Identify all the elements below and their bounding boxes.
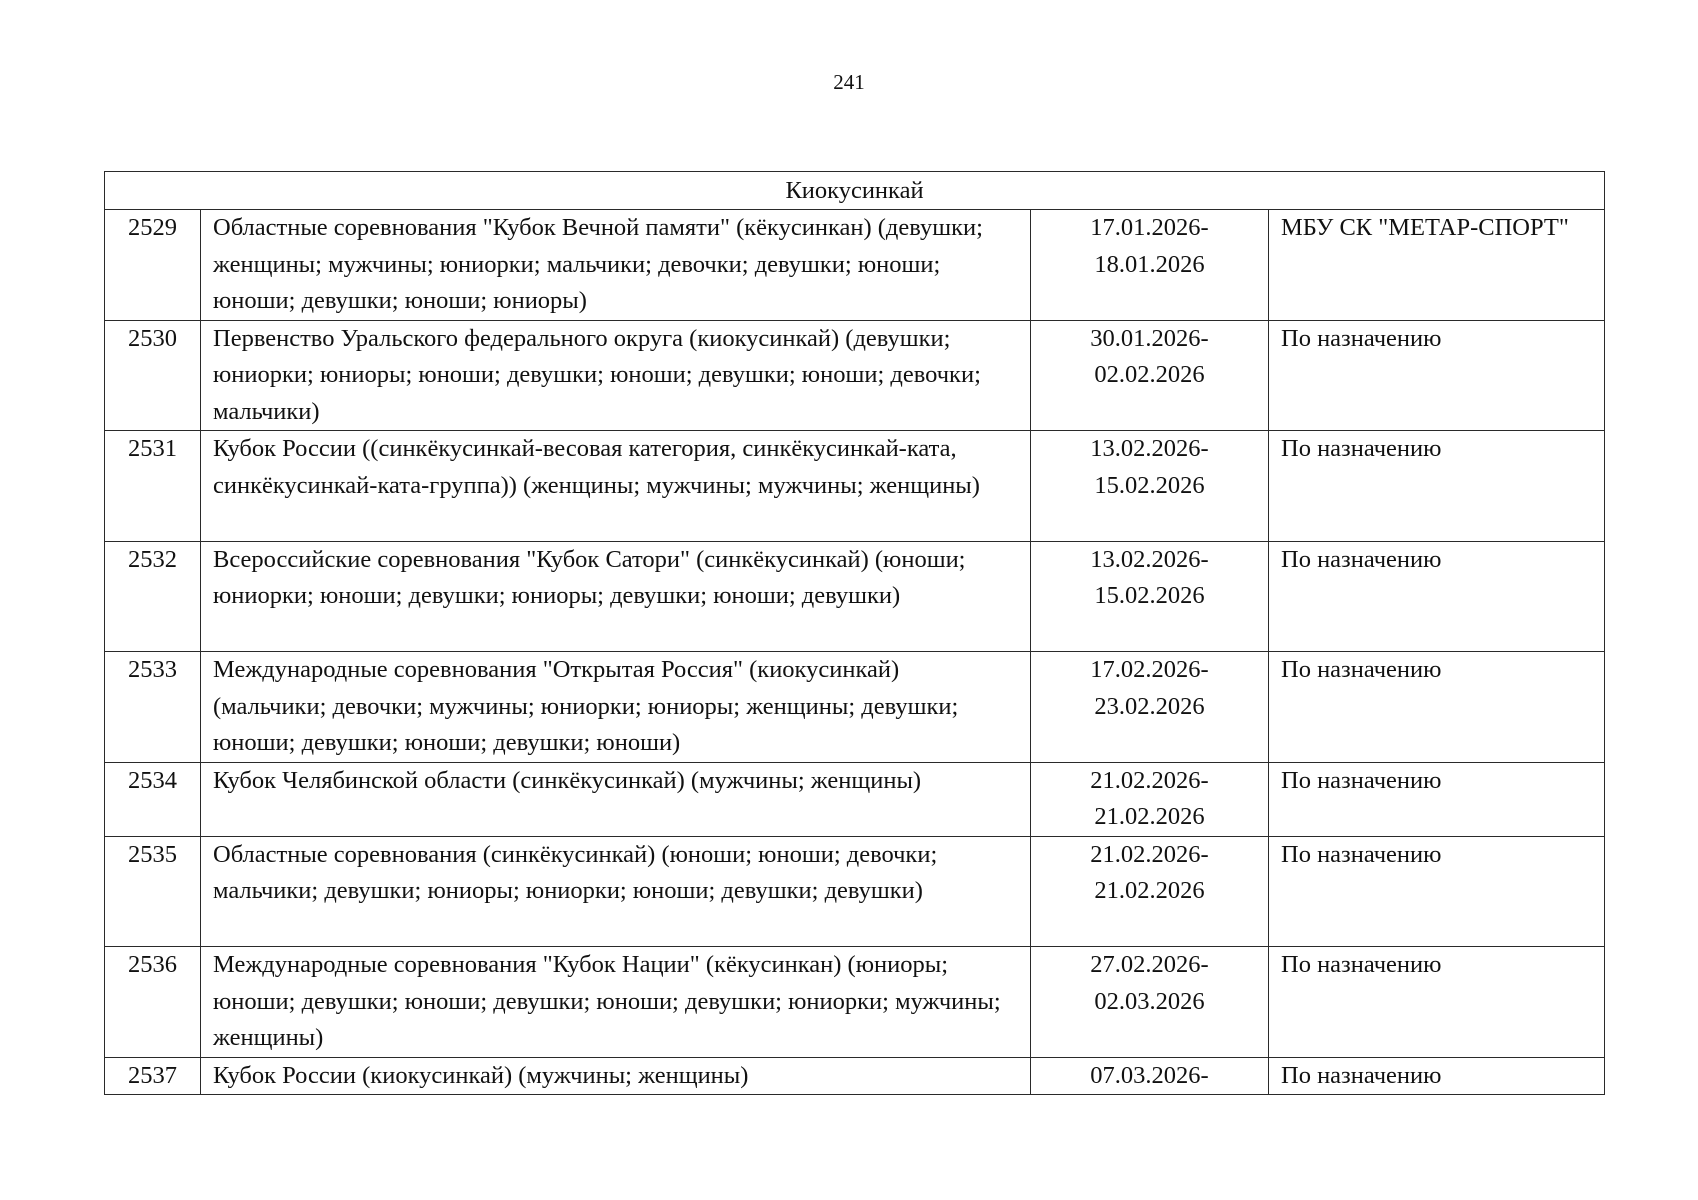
- event-place: По назначению: [1269, 836, 1605, 947]
- event-name: Кубок России ((синкёкусинкай-весовая категория, синкёкусинкай-ката, синкёкусинкай-ката-группа)) (женщины; мужчины; мужчины; женщины): [201, 431, 1031, 542]
- event-dates: 07.03.2026-: [1031, 1057, 1269, 1095]
- event-dates: 17.01.2026-18.01.2026: [1031, 210, 1269, 321]
- table-row: [105, 652, 1605, 763]
- event-place: По назначению: [1269, 947, 1605, 1058]
- table-row: [105, 431, 1605, 542]
- event-number: 2534: [105, 762, 201, 836]
- table-row: [105, 836, 1605, 947]
- table-row: [105, 1057, 1605, 1095]
- event-dates: 13.02.2026-15.02.2026: [1031, 541, 1269, 652]
- event-dates: 17.02.2026-23.02.2026: [1031, 652, 1269, 763]
- event-name: Областные соревнования "Кубок Вечной памяти" (кёкусинкан) (девушки; женщины; мужчины; юниорки; мальчики; девочки; девушки; юноши; юноши; девушки; юноши; юниоры): [201, 210, 1031, 321]
- event-name: Кубок России (киокусинкай) (мужчины; женщины): [201, 1057, 1031, 1095]
- event-place: По назначению: [1269, 1057, 1605, 1095]
- event-number: 2529: [105, 210, 201, 321]
- event-place: МБУ СК "МЕТАР-СПОРТ": [1269, 210, 1605, 321]
- event-name: Всероссийские соревнования "Кубок Сатори" (синкёкусинкай) (юноши; юниорки; юноши; девушки; юниоры; девушки; юноши; девушки): [201, 541, 1031, 652]
- event-name: Кубок Челябинской области (синкёкусинкай) (мужчины; женщины): [201, 762, 1031, 836]
- event-name: Областные соревнования (синкёкусинкай) (юноши; юноши; девочки; мальчики; девушки; юниоры; юниорки; юноши; девушки; девушки): [201, 836, 1031, 947]
- section-title: Киокусинкай: [105, 172, 1605, 210]
- page-number: 241: [833, 70, 865, 94]
- table-row: [105, 947, 1605, 1058]
- event-number: 2535: [105, 836, 201, 947]
- section-header-row: [105, 172, 1605, 210]
- event-name: Международные соревнования "Кубок Нации" (кёкусинкан) (юниоры; юноши; девушки; юноши; девушки; юноши; девушки; юниорки; мужчины; женщины): [201, 947, 1031, 1058]
- event-place: По назначению: [1269, 652, 1605, 763]
- event-name: Международные соревнования "Открытая Россия" (киокусинкай) (мальчики; девочки; мужчины; юниорки; юниоры; женщины; девушки; юноши; девушки; юноши; девушки; юноши): [201, 652, 1031, 763]
- event-number: 2532: [105, 541, 201, 652]
- event-dates: 30.01.2026-02.02.2026: [1031, 320, 1269, 431]
- event-place: По назначению: [1269, 431, 1605, 542]
- table-row: [105, 541, 1605, 652]
- event-dates: 21.02.2026-21.02.2026: [1031, 762, 1269, 836]
- event-dates: 27.02.2026-02.03.2026: [1031, 947, 1269, 1058]
- event-number: 2530: [105, 320, 201, 431]
- table-row: [105, 320, 1605, 431]
- event-number: 2536: [105, 947, 201, 1058]
- event-dates: 21.02.2026-21.02.2026: [1031, 836, 1269, 947]
- event-dates: 13.02.2026-15.02.2026: [1031, 431, 1269, 542]
- event-place: По назначению: [1269, 762, 1605, 836]
- event-number: 2533: [105, 652, 201, 763]
- event-place: По назначению: [1269, 541, 1605, 652]
- table-row: [105, 210, 1605, 321]
- event-number: 2531: [105, 431, 201, 542]
- event-name: Первенство Уральского федерального округа (киокусинкай) (девушки; юниорки; юниоры; юноши; девушки; юноши; девушки; юноши; девочки; мальчики): [201, 320, 1031, 431]
- table-row: [105, 762, 1605, 836]
- event-place: По назначению: [1269, 320, 1605, 431]
- competition-table: [104, 171, 1605, 1095]
- event-number: 2537: [105, 1057, 201, 1095]
